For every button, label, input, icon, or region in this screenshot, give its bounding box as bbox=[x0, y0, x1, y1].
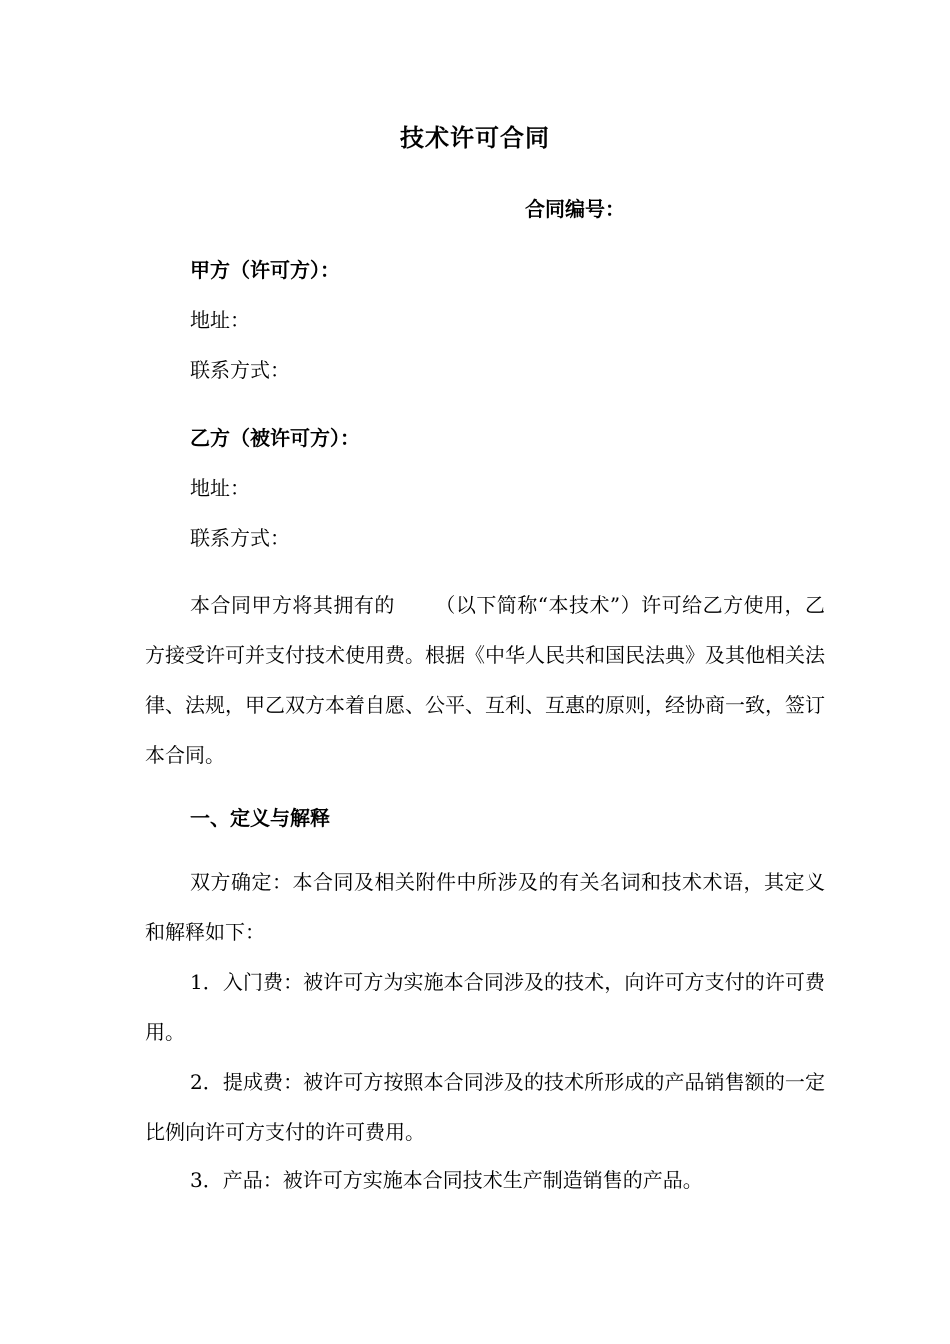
document-title: 技术许可合同 bbox=[400, 123, 550, 152]
definition-item-3: 3．产品：被许可方实施本合同技术生产制造销售的产品。 bbox=[190, 1168, 703, 1192]
party-a-address-label: 地址： bbox=[190, 308, 250, 332]
party-a-contact-label: 联系方式： bbox=[190, 358, 290, 382]
definition-item-1: 1．入门费：被许可方为实施本合同涉及的技术，向许可方支付的许可费用。 bbox=[145, 970, 825, 1044]
party-b-heading: 乙方（被许可方）： bbox=[190, 426, 360, 450]
preamble-paragraph bbox=[145, 580, 825, 780]
section-1-heading: 一、定义与解释 bbox=[190, 806, 330, 830]
contract-number-label: 合同编号： bbox=[525, 197, 625, 221]
party-a-heading: 甲方（许可方）： bbox=[190, 258, 340, 282]
party-b-address-label: 地址： bbox=[190, 476, 250, 500]
definition-item-2: 2．提成费：被许可方按照本合同涉及的技术所形成的产品销售额的一定比例向许可方支付的许可费用。 bbox=[145, 1070, 825, 1144]
preamble-part1: 本合同甲方将其拥有的 bbox=[190, 593, 395, 617]
section-1-intro: 双方确定：本合同及相关附件中所涉及的有关名词和技术术语，其定义和解释如下： bbox=[145, 870, 825, 944]
party-b-contact-label: 联系方式： bbox=[190, 526, 290, 550]
preamble-part2: （以下简称“本技术”）许可给乙方使用，乙方接受许可并支付技术使用费。根据《中华人民共和国民法典》及其他相关法律、法规，甲乙双方本着自愿、公平、互利、互惠的原则，经协商一致，签订本合同。 bbox=[145, 593, 826, 767]
